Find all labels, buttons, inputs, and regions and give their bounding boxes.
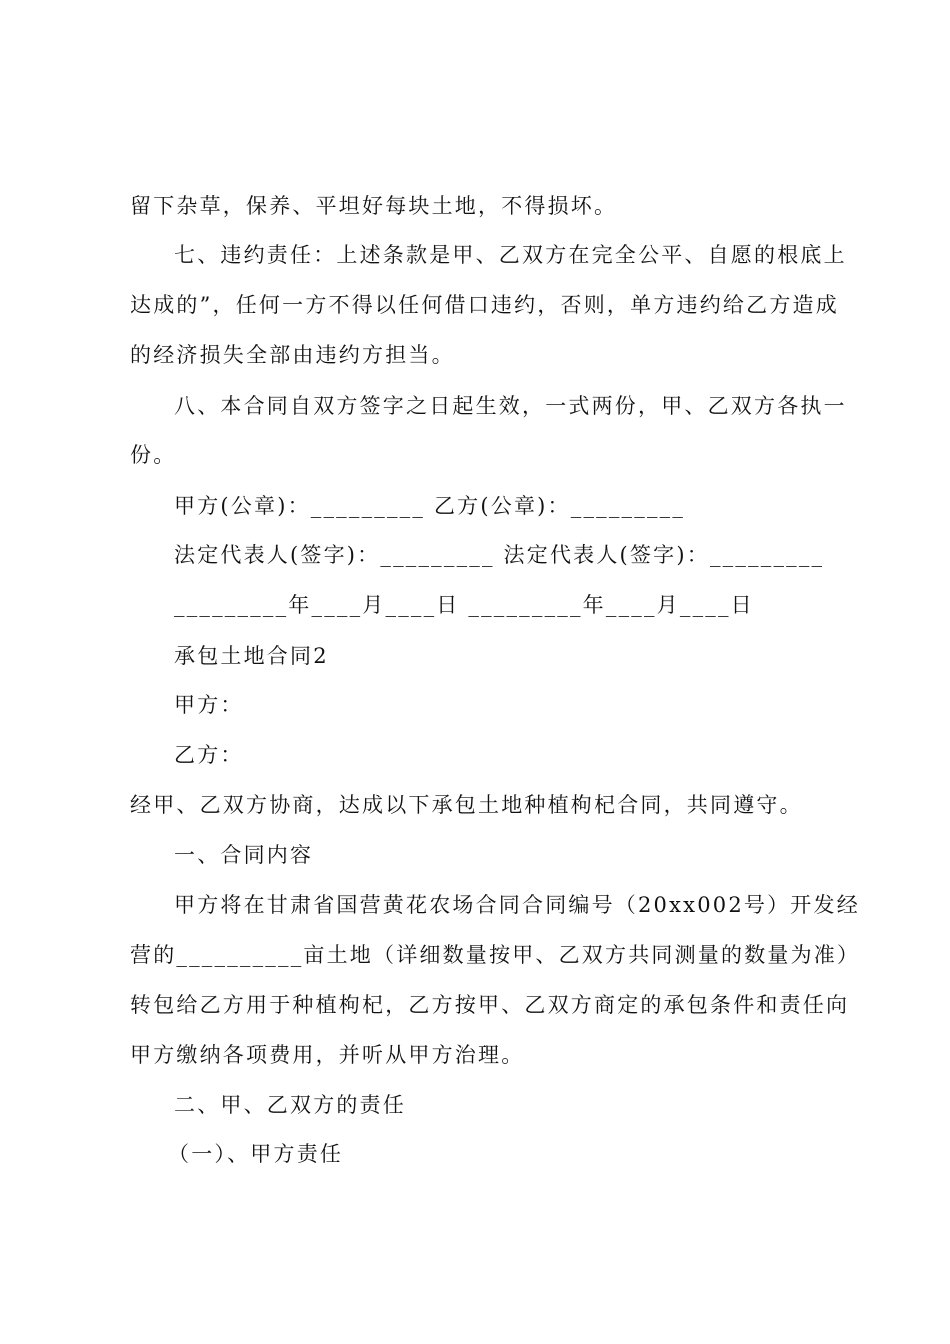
paragraph-line: 的经济损失全部由违约方担当。 bbox=[130, 343, 455, 367]
contract-title: 承包土地合同2 bbox=[174, 644, 329, 668]
paragraph-line: 留下杂草，保养、平坦好每块土地，不得损坏。 bbox=[130, 194, 618, 218]
paragraph-line: 转包给乙方用于种植枸杞，乙方按甲、乙双方商定的承包条件和责任向 bbox=[130, 993, 850, 1017]
paragraph-line: 份。 bbox=[130, 443, 177, 467]
section-heading-responsibilities: 二、甲、乙双方的责任 bbox=[174, 1093, 406, 1117]
clause-7-heading-line: 七、违约责任：上述条款是甲、乙双方在完全公平、自愿的根底上 bbox=[174, 243, 847, 267]
clause-8-heading-line: 八、本合同自双方签字之日起生效，一式两份，甲、乙双方各执一 bbox=[174, 394, 847, 418]
paragraph-line: 达成的”，任何一方不得以任何借口违约，否则，单方违约给乙方造成 bbox=[130, 293, 839, 317]
paragraph-line: 甲方缴纳各项费用，并听从甲方治理。 bbox=[130, 1043, 525, 1067]
section-heading-contract-content: 一、合同内容 bbox=[174, 843, 314, 867]
paragraph-line: 经甲、乙双方协商，达成以下承包土地种植枸杞合同，共同遵守。 bbox=[130, 793, 803, 817]
paragraph-line: 甲方将在甘肃省国营黄花农场合同合同编号（20xx002号）开发经 bbox=[174, 893, 860, 917]
party-a-line: 甲方： bbox=[174, 693, 244, 717]
legal-representative-signature-line: 法定代表人(签字)：_________ 法定代表人(签字)：_________ bbox=[174, 543, 825, 567]
party-b-line: 乙方： bbox=[174, 743, 244, 767]
party-seal-signature-line: 甲方(公章)：_________ 乙方(公章)：_________ bbox=[174, 494, 686, 518]
date-line: _________年____月____日 _________年____月____日 bbox=[174, 593, 754, 617]
paragraph-line: 营的__________亩土地（详细数量按甲、乙双方共同测量的数量为准） bbox=[130, 943, 861, 967]
subsection-heading-party-a-responsibility: （一）、甲方责任 bbox=[168, 1142, 344, 1166]
